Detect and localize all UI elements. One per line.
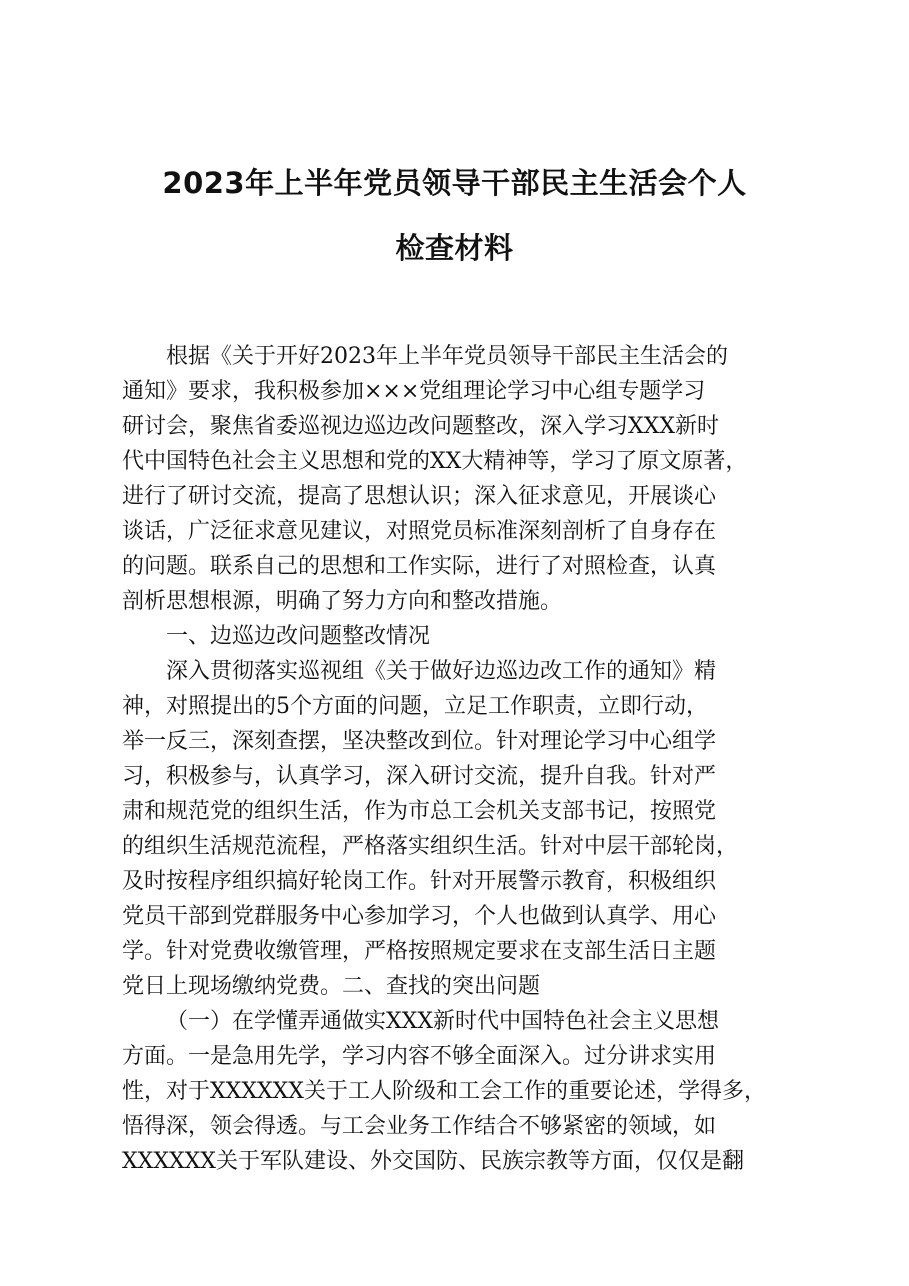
- body-line: 剖析思想根源，明确了努力方向和整改措施。: [122, 589, 563, 614]
- body-line: 党员干部到党群服务中心参加学习，个人也做到认真学、用心: [122, 904, 717, 929]
- document-title-line-2: 检查材料: [395, 231, 514, 265]
- body-line: 的组织生活规范流程，严格落实组织生活。针对中层干部轮岗，: [122, 834, 739, 859]
- body-line: （一）在学懂弄通做实XXX新时代中国特色社会主义思想: [166, 1009, 719, 1034]
- section-heading: 一、边巡边改问题整改情况: [166, 624, 431, 649]
- body-line: 的问题。联系自己的思想和工作实际，进行了对照检查，认真: [122, 554, 717, 579]
- body-line: 党日上现场缴纳党费。二、查找的突出问题: [122, 974, 541, 999]
- body-line: 代中国特色社会主义思想和党的XX大精神等，学习了原文原著，: [122, 449, 748, 474]
- body-line: 深入贯彻落实巡视组《关于做好边巡边改工作的通知》精: [166, 659, 717, 684]
- body-line: XXXXXX关于军队建设、外交国防、民族宗教等方面，仅仅是翻: [122, 1149, 744, 1174]
- body-line: 性，对于XXXXXX关于工人阶级和工会工作的重要论述，学得多，: [122, 1079, 766, 1104]
- body-line: 根据《关于开好2023年上半年党员领导干部民主生活会的: [166, 344, 728, 369]
- body-line: 谈话，广泛征求意见建议，对照党员标准深刻剖析了自身存在: [122, 519, 717, 544]
- body-line: 方面。一是急用先学，学习内容不够全面深入。过分讲求实用: [122, 1044, 717, 1069]
- body-line: 习，积极参与，认真学习，深入研讨交流，提升自我。针对严: [122, 764, 717, 789]
- body-line: 悟得深，领会得透。与工会业务工作结合不够紧密的领域，如: [122, 1114, 717, 1139]
- body-line: 学。针对党费收缴管理，严格按照规定要求在支部生活日主题: [122, 939, 717, 964]
- body-line: 通知》要求，我积极参加×××党组理论学习中心组专题学习: [122, 379, 706, 404]
- body-line: 及时按程序组织搞好轮岗工作。针对开展警示教育，积极组织: [122, 869, 717, 894]
- body-line: 举一反三，深刻查摆，坚决整改到位。针对理论学习中心组学: [122, 729, 717, 754]
- document-title-line-1: 2023年上半年党员领导干部民主生活会个人: [162, 166, 747, 200]
- body-line: 肃和规范党的组织生活，作为市总工会机关支部书记，按照党: [122, 799, 717, 824]
- body-line: 进行了研讨交流，提高了思想认识；深入征求意见，开展谈心: [122, 484, 717, 509]
- body-line: 研讨会，聚焦省委巡视边巡边改问题整改，深入学习XXX新时: [122, 414, 719, 439]
- body-line: 神，对照提出的5个方面的问题，立足工作职责，立即行动，: [122, 694, 708, 719]
